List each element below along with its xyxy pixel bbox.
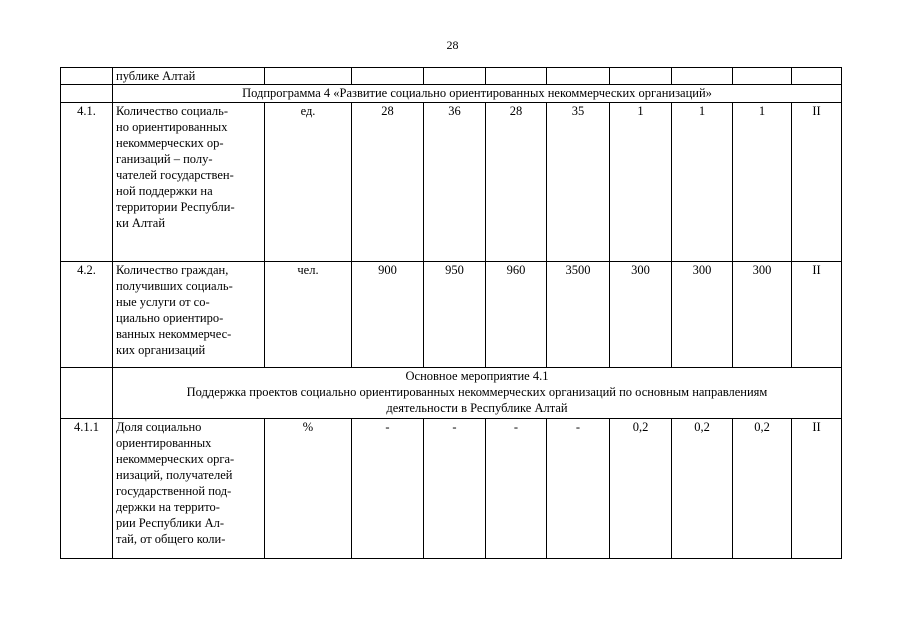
value-cell: 950	[424, 262, 486, 368]
indicators-table	[60, 67, 842, 559]
main-event-row	[61, 368, 842, 419]
value-cell: 1	[733, 103, 792, 262]
subprogram-title: Подпрограмма 4 «Развитие социально ориентированных некоммерческих организаций»	[113, 85, 842, 103]
value-cell: 35	[547, 103, 610, 262]
value-cell: 28	[486, 103, 547, 262]
category-cell: II	[792, 262, 842, 368]
subprogram-row	[61, 85, 842, 103]
value-cell: 300	[672, 262, 733, 368]
table-row	[61, 103, 842, 262]
value-cell: 36	[424, 103, 486, 262]
unit-cell: %	[265, 419, 352, 559]
value-cell: -	[352, 419, 424, 559]
row-number-cell: 4.2.	[61, 262, 113, 368]
value-cell: -	[547, 419, 610, 559]
table-row	[61, 419, 842, 559]
value-cell: 900	[352, 262, 424, 368]
main-event-title: Основное мероприятие 4.1	[405, 369, 549, 383]
value-cell: 3500	[547, 262, 610, 368]
unit-cell: чел.	[265, 262, 352, 368]
value-cell: 0,2	[672, 419, 733, 559]
main-event-description: Поддержка проектов социально ориентированных некоммерческих организаций по основным направлениям	[186, 385, 768, 399]
page-number: 28	[446, 38, 459, 52]
row-number-cell	[61, 68, 113, 85]
value-cell: 300	[610, 262, 672, 368]
value-cell: 1	[610, 103, 672, 262]
category-cell: II	[792, 103, 842, 262]
value-cell: 1	[672, 103, 733, 262]
indicator-name-cell	[113, 68, 265, 85]
category-cell: II	[792, 419, 842, 559]
unit-cell: ед.	[265, 103, 352, 262]
value-cell: -	[424, 419, 486, 559]
value-cell: 28	[352, 103, 424, 262]
indicator-name-cell: Доля социально ориентированных некоммерческих орга- низаций, получателей государственной под- держки на террито- рии Республики Ал- тай, от общего коли-	[113, 419, 265, 559]
row-number-cell: 4.1.	[61, 103, 113, 262]
table-row	[61, 68, 842, 85]
value-cell: 0,2	[610, 419, 672, 559]
value-cell: 0,2	[733, 419, 792, 559]
indicator-name-line: публике Алтай	[116, 69, 196, 83]
indicator-name-cell: Количество социаль- но ориентированных некоммерческих ор- ганизаций – полу- чателей государствен- ной поддержки на территории Республи- ки Алтай	[113, 103, 265, 262]
table-row	[61, 262, 842, 368]
value-cell: 960	[486, 262, 547, 368]
value-cell: -	[486, 419, 547, 559]
main-event-cell	[113, 368, 842, 419]
value-cell: 300	[733, 262, 792, 368]
indicator-name-cell: Количество граждан, получивших социаль- ные услуги от со- циально ориентиро- ванных некоммерчес- ких организаций	[113, 262, 265, 368]
row-number-cell: 4.1.1	[61, 419, 113, 559]
main-event-description: деятельности в Республике Алтай	[386, 401, 568, 415]
